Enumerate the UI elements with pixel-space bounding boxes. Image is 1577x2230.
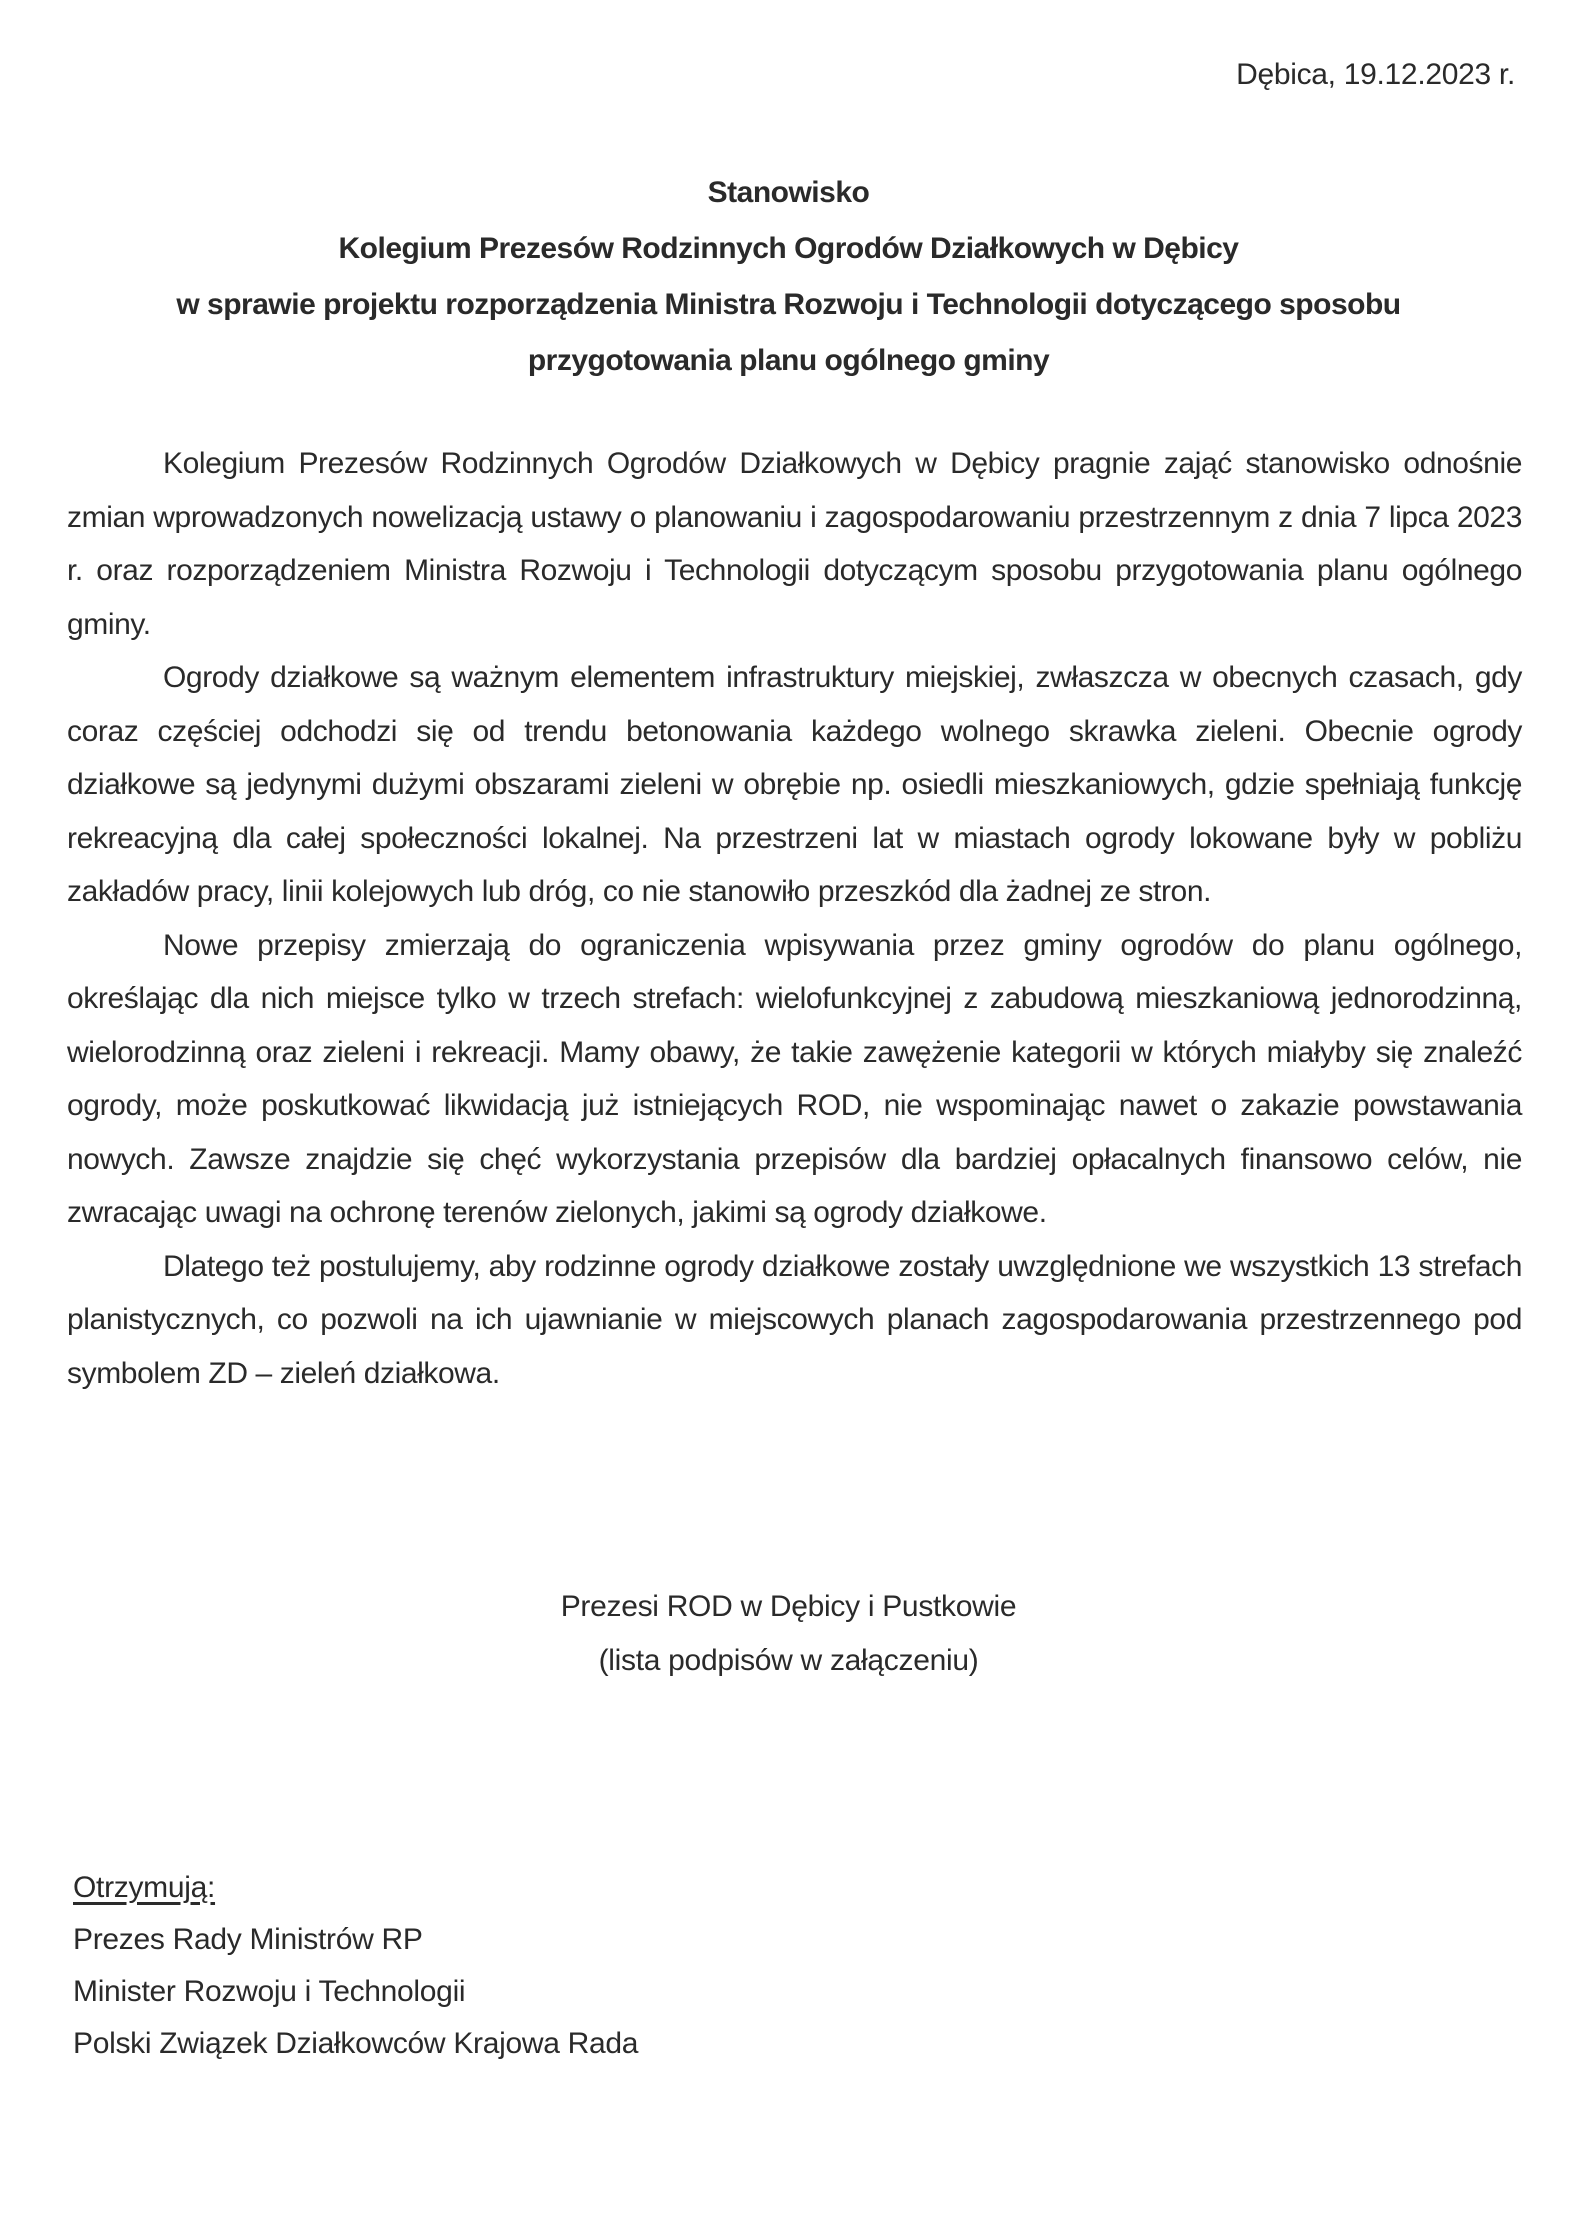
heading-line: przygotowania planu ogólnego gminy xyxy=(527,344,1050,377)
heading-line: Kolegium Prezesów Rodzinnych Ogrodów Działkowych w Dębicy xyxy=(338,232,1239,265)
document-body xyxy=(67,437,1522,1400)
place-date: Dębica, 19.12.2023 r. xyxy=(1236,58,1515,91)
recipient-item: Minister Rozwoju i Technologii xyxy=(73,1975,466,2008)
recipient-item: Prezes Rady Ministrów RP xyxy=(73,1923,423,1956)
signature-line: Prezesi ROD w Dębicy i Pustkowie xyxy=(560,1590,1017,1623)
document-heading xyxy=(0,165,1577,389)
paragraph: Ogrody działkowe są ważnym elementem infrastruktury miejskiej, zwłaszcza w obecnych czasach, gdy coraz częściej odchodzi się od trendu betonowania każdego wolnego skrawka zieleni. Obecnie ogrody działkowe są jedynymi dużymi obszarami zieleni w obrębie np. osiedli mieszkaniowych, gdzie spełniają funkcję rekreacyjną dla całej społeczności lokalnej. Na przestrzeni lat w miastach ogrody lokowane były w pobliżu zakładów pracy, linii kolejowych lub dróg, co nie stanowiło przeszkód dla żadnej ze stron. xyxy=(67,661,1522,908)
heading-line: w sprawie projektu rozporządzenia Ministra Rozwoju i Technologii dotyczącego sposobu xyxy=(176,288,1401,321)
recipients-block xyxy=(73,1862,638,2070)
paragraph: Dlatego też postulujemy, aby rodzinne ogrody działkowe zostały uwzględnione we wszystkich 13 strefach planistycznych, co pozwoli na ich ujawnianie w miejscowych planach zagospodarowania przestrzennego pod symbolem ZD – zieleń działkowa. xyxy=(67,1249,1522,1390)
heading-title: Stanowisko xyxy=(707,176,870,209)
signature-note: (lista podpisów w załączeniu) xyxy=(598,1644,979,1677)
paragraph: Nowe przepisy zmierzają do ograniczenia wpisywania przez gminy ogrodów do planu ogólnego, określając dla nich miejsce tylko w trzech strefach: wielofunkcyjnej z zabudową mieszkaniową jednorodzinną, wielorodzinną oraz zieleni i rekreacji. Mamy obawy, że takie zawężenie kategorii w których miałyby się znaleźć ogrody, może poskutkować likwidacją już istniejących ROD, nie wspominając nawet o zakazie powstawania nowych. Zawsze znajdzie się chęć wykorzystania przepisów dla bardziej opłacalnych finansowo celów, nie zwracając uwagi na ochronę terenów zielonych, jakimi są ogrody działkowe. xyxy=(67,928,1522,1229)
recipients-label: Otrzymują: xyxy=(73,1871,216,1904)
signature-block xyxy=(0,1580,1577,1688)
recipient-item: Polski Związek Działkowców Krajowa Rada xyxy=(73,2027,639,2060)
paragraph: Kolegium Prezesów Rodzinnych Ogrodów Działkowych w Dębicy pragnie zająć stanowisko odnośnie zmian wprowadzonych nowelizacją ustawy o planowaniu i zagospodarowaniu przestrzennym z dnia 7 lipca 2023 r. oraz rozporządzeniem Ministra Rozwoju i Technologii dotyczącym sposobu przygotowania planu ogólnego gminy. xyxy=(67,447,1522,641)
